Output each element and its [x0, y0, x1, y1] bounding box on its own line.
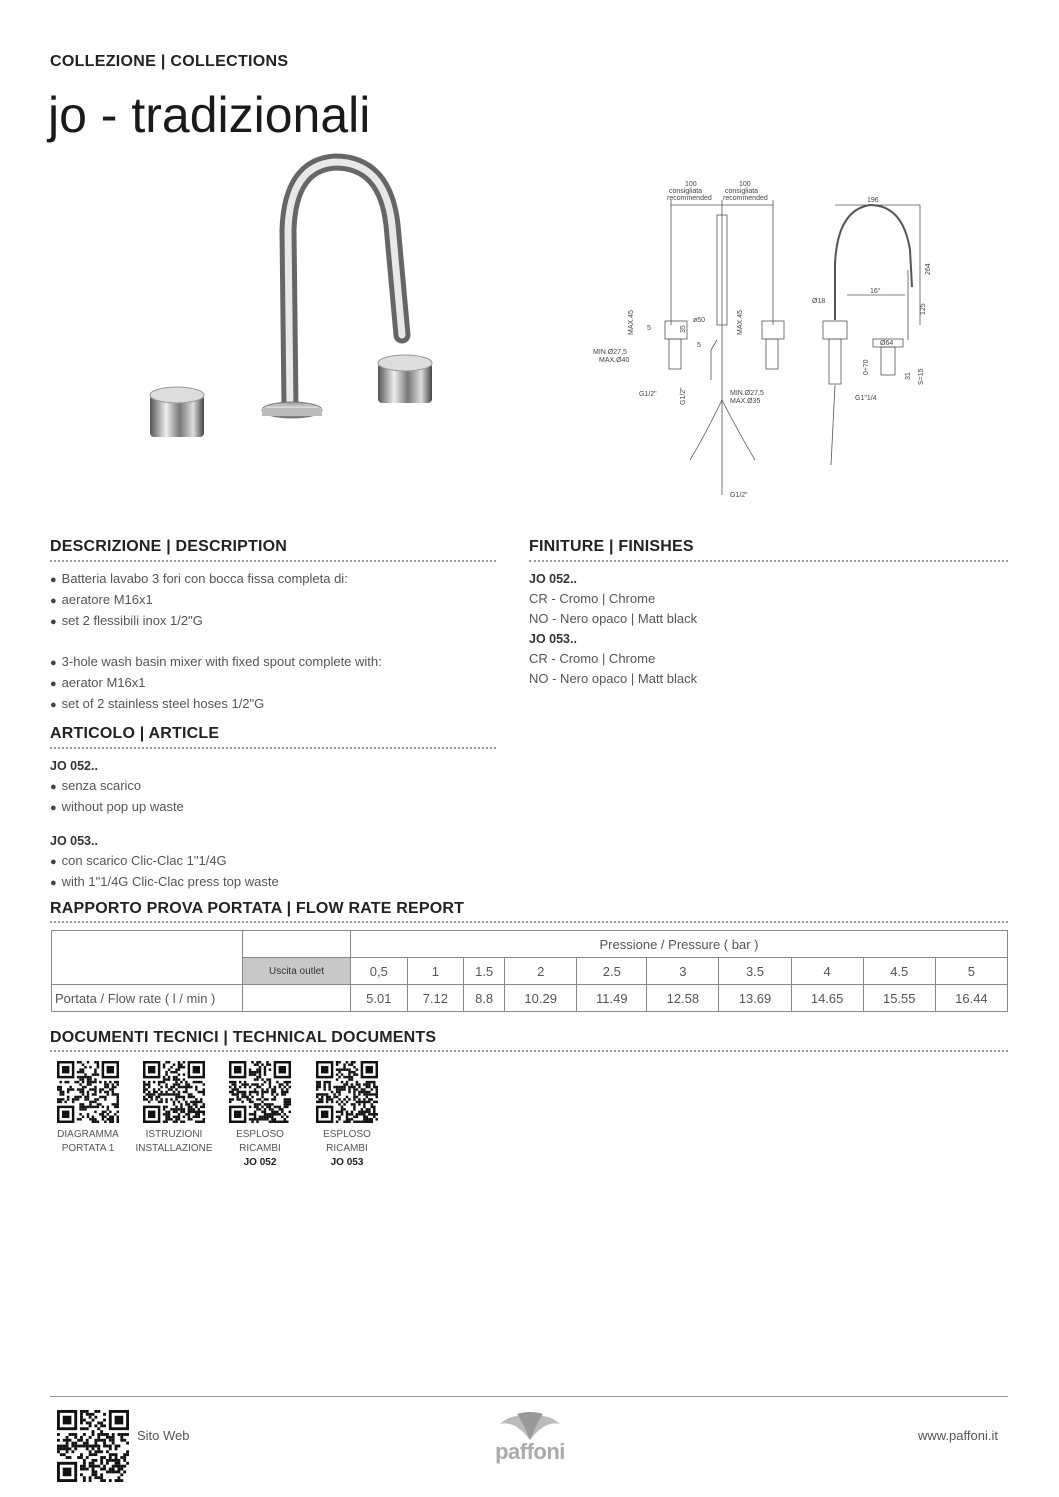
dim-label: 16°	[870, 288, 881, 295]
dim-label: G1/2"	[730, 492, 748, 499]
table-cell	[52, 958, 243, 985]
rate-value: 10.29	[505, 985, 577, 1012]
finishes-list	[529, 569, 697, 689]
doc-label: ISTRUZIONI	[145, 1129, 203, 1140]
table-cell	[243, 985, 351, 1012]
pressure-value: 4	[791, 958, 863, 985]
divider	[529, 560, 1008, 562]
finish-item: CR - Cromo | Chrome	[529, 651, 656, 666]
doc-code: JO 053	[330, 1157, 364, 1168]
dim-label: 5	[697, 342, 701, 349]
rate-value: 16.44	[935, 985, 1007, 1012]
list-item: ● set 2 flessibili inox 1/2"G	[50, 611, 382, 632]
finishes-heading: FINITURE | FINISHES	[529, 538, 694, 555]
logo-text: paffoni	[495, 1439, 565, 1464]
divider	[50, 1050, 1008, 1052]
row-label: Portata / Flow rate ( l / min )	[52, 985, 243, 1012]
article-code: JO 053..	[50, 834, 98, 848]
collection-label: COLLEZIONE | COLLECTIONS	[50, 53, 289, 70]
dim-label: G1"1/4	[855, 395, 877, 402]
dim-label: recommended	[667, 195, 712, 202]
list-item: ● Batteria lavabo 3 fori con bocca fissa completa di:	[50, 569, 382, 590]
list-item: ● senza scarico	[50, 776, 279, 797]
doc-label: PORTATA 1	[61, 1143, 115, 1154]
doc-link-exploded-053[interactable]	[302, 1061, 392, 1170]
table-cell	[243, 931, 351, 958]
qr-code-icon	[229, 1061, 291, 1123]
rate-value: 8.8	[464, 985, 505, 1012]
rate-value: 14.65	[791, 985, 863, 1012]
pressure-value: 3.5	[719, 958, 791, 985]
dim-label: Ø18	[812, 298, 826, 305]
dim-label: 264	[925, 263, 932, 275]
docs-heading: DOCUMENTI TECNICI | TECHNICAL DOCUMENTS	[50, 1029, 437, 1046]
rate-value: 13.69	[719, 985, 791, 1012]
article-heading: ARTICOLO | ARTICLE	[50, 725, 220, 742]
finish-item: NO - Nero opaco | Matt black	[529, 611, 698, 626]
flow-rate-table	[51, 930, 1008, 1012]
description-heading: DESCRIZIONE | DESCRIPTION	[50, 538, 288, 555]
rate-value: 11.49	[577, 985, 647, 1012]
dim-label: ø50	[693, 317, 706, 324]
pressure-value: 0,5	[351, 958, 408, 985]
dim-label: recommended	[723, 195, 768, 202]
qr-code-icon	[57, 1061, 119, 1123]
dim-label: G1/2"	[639, 391, 657, 398]
pressure-value: 2	[505, 958, 577, 985]
dim-label: 35	[680, 325, 687, 333]
table-row	[52, 985, 1008, 1012]
dim-label: consigliata	[669, 188, 703, 195]
rate-value: 12.58	[647, 985, 719, 1012]
dim-label: Ø64	[880, 340, 894, 347]
rate-value: 15.55	[863, 985, 935, 1012]
flow-heading: RAPPORTO PROVA PORTATA | FLOW RATE REPORT	[50, 900, 465, 917]
table-cell	[52, 931, 243, 958]
divider	[50, 747, 496, 749]
website-url[interactable]: www.paffoni.it	[918, 1428, 998, 1443]
dim-label: 100	[685, 181, 697, 188]
dim-label: 31	[905, 372, 912, 380]
qr-code-icon[interactable]	[57, 1410, 129, 1482]
pressure-header: Pressione / Pressure ( bar )	[351, 931, 1008, 958]
dim-label: MIN.Ø27,5	[730, 390, 764, 397]
list-item: ● con scarico Clic-Clac 1"1/4G	[50, 851, 279, 872]
qr-code-icon	[316, 1061, 378, 1123]
description-list	[50, 569, 382, 715]
pressure-value: 2.5	[577, 958, 647, 985]
list-item: ● aeratore M16x1	[50, 590, 382, 611]
dim-label: 5	[647, 325, 651, 332]
list-item: ● with 1"1/4G Clic-Clac press top waste	[50, 872, 279, 893]
dim-label: G1/2"	[680, 387, 687, 405]
divider	[50, 560, 496, 562]
table-row	[52, 958, 1008, 985]
product-photo	[130, 150, 450, 450]
finish-code: JO 053..	[529, 632, 577, 646]
pressure-value: 1	[407, 958, 464, 985]
pressure-value: 5	[935, 958, 1007, 985]
rate-value: 7.12	[407, 985, 464, 1012]
dim-label: consigliata	[725, 188, 759, 195]
article-list	[50, 756, 279, 893]
dim-label: MAX.45	[737, 310, 744, 335]
doc-link-diagram[interactable]	[43, 1061, 133, 1156]
dim-label: MAX.Ø35	[730, 398, 761, 405]
doc-label: DIAGRAMMA	[57, 1129, 119, 1140]
doc-link-exploded-052[interactable]	[215, 1061, 305, 1170]
doc-label: RICAMBI	[326, 1143, 368, 1154]
finish-code: JO 052..	[529, 572, 577, 586]
list-item: ● aerator M16x1	[50, 673, 382, 694]
page-title: jo - tradizionali	[48, 87, 371, 143]
doc-label: INSTALLAZIONE	[135, 1143, 213, 1154]
list-item: ● 3-hole wash basin mixer with fixed spout complete with:	[50, 652, 382, 673]
dim-label: MAX.Ø40	[599, 357, 630, 364]
dim-label: 0÷70	[863, 359, 870, 375]
list-item: ● without pop up waste	[50, 797, 279, 818]
dim-label: S=15	[918, 368, 925, 385]
divider	[50, 921, 1008, 923]
finish-item: NO - Nero opaco | Matt black	[529, 671, 698, 686]
site-label: Sito Web	[137, 1428, 190, 1443]
dim-label: 100	[739, 181, 751, 188]
qr-code-icon	[143, 1061, 205, 1123]
dim-label: 196	[867, 197, 879, 204]
finish-item: CR - Cromo | Chrome	[529, 591, 656, 606]
doc-link-instructions[interactable]	[129, 1061, 219, 1156]
dim-label: MAX.45	[628, 310, 635, 335]
rate-value: 5.01	[351, 985, 408, 1012]
outlet-header: Uscita outlet	[243, 958, 351, 985]
doc-label: ESPLOSO	[323, 1129, 371, 1140]
technical-drawing	[585, 175, 955, 505]
footer-divider	[50, 1396, 1008, 1397]
doc-label: ESPLOSO	[236, 1129, 284, 1140]
doc-code: JO 052	[243, 1157, 277, 1168]
article-code: JO 052..	[50, 759, 98, 773]
dim-label: MIN.Ø27,5	[593, 349, 627, 356]
palm-logo-icon	[495, 1410, 565, 1440]
pressure-value: 3	[647, 958, 719, 985]
list-item: ● set of 2 stainless steel hoses 1/2"G	[50, 694, 382, 715]
pressure-value: 1.5	[464, 958, 505, 985]
doc-label: RICAMBI	[239, 1143, 281, 1154]
pressure-value: 4.5	[863, 958, 935, 985]
dim-label: 125	[920, 303, 927, 315]
paffoni-logo	[480, 1410, 580, 1465]
